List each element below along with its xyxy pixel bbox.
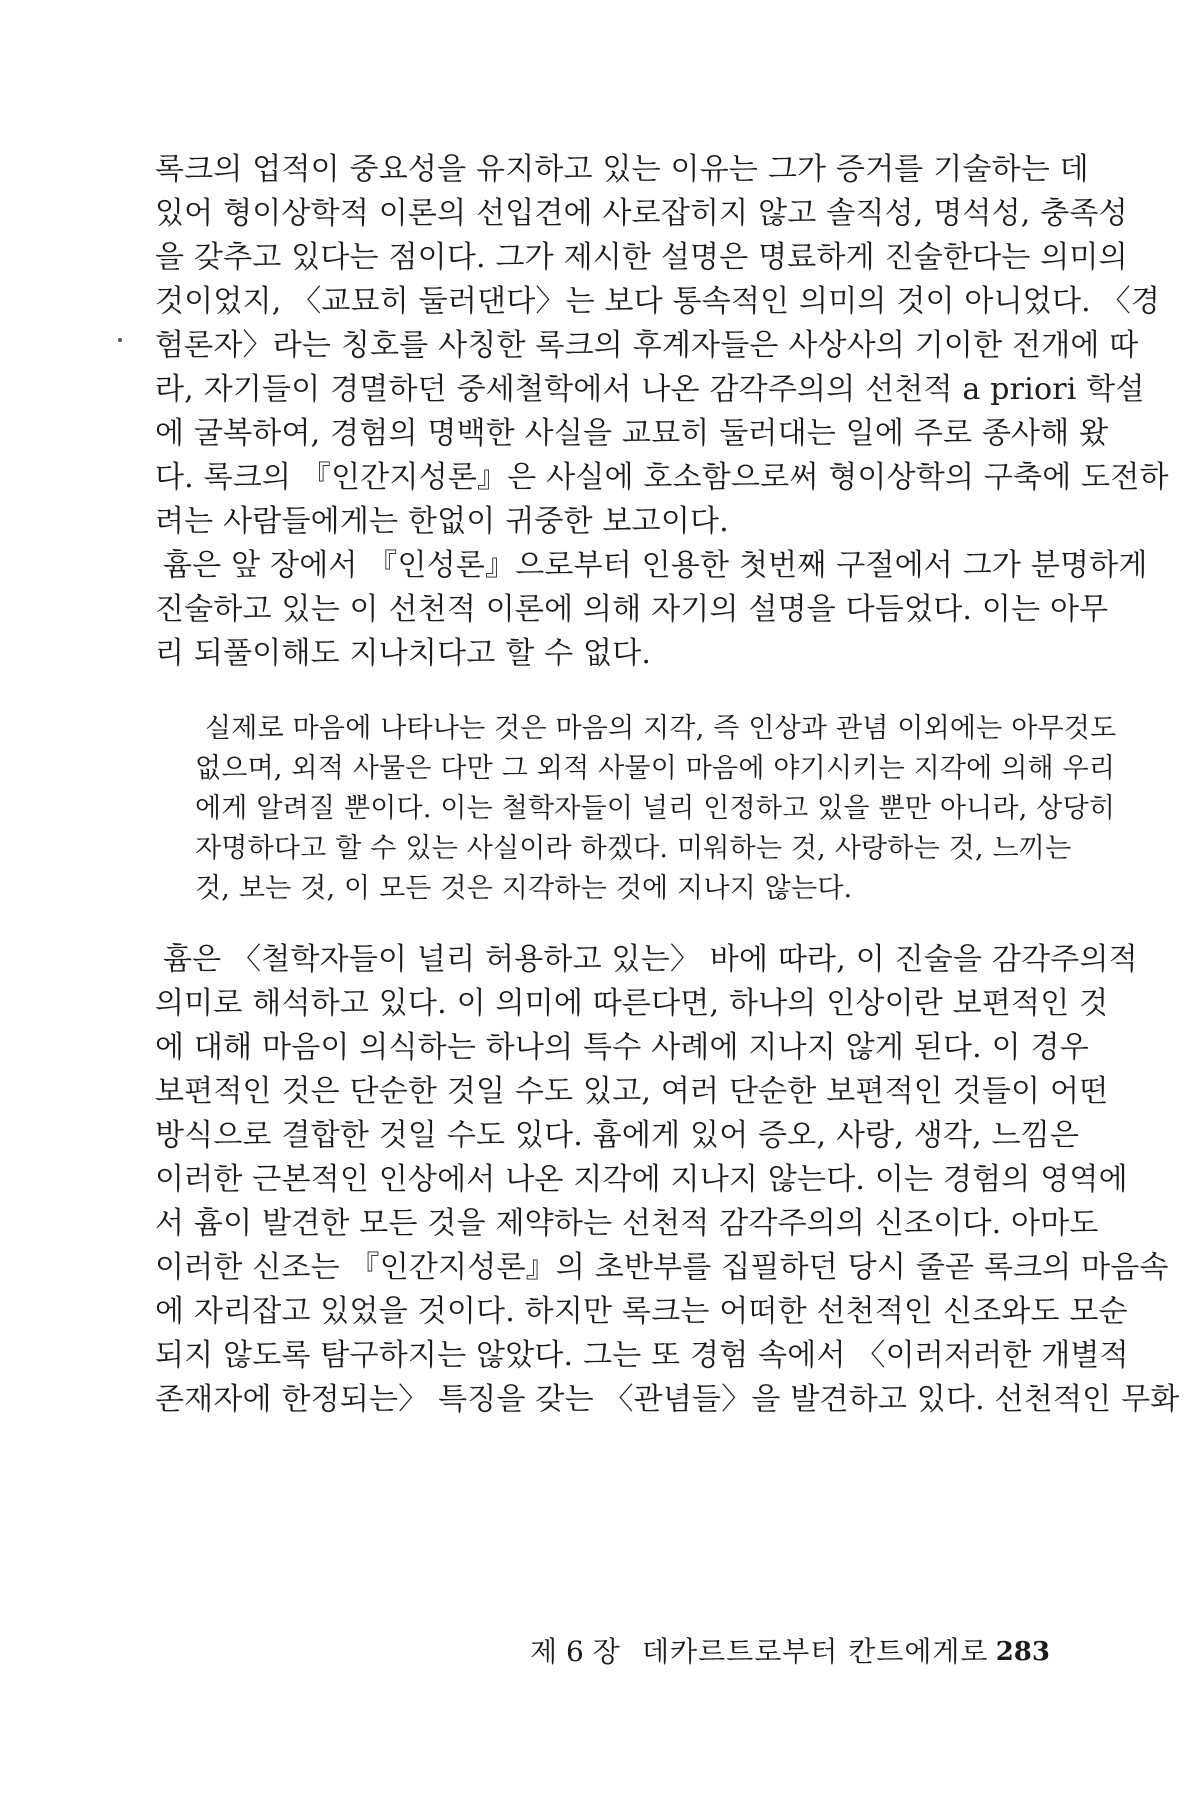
text-line: 록크의 업적이 중요성을 유지하고 있는 이유는 그가 증거를 기술하는 데 — [155, 152, 1089, 187]
margin-dot — [118, 338, 122, 342]
quote-line: 실제로 마음에 나타나는 것은 마음의 지각, 즉 인상과 관념 이외에는 아무것도 — [205, 713, 1117, 744]
text-line: 존재자에 한정되는〉 특징을 갖는 〈관념들〉을 발견하고 있다. 선천적인 무화 — [155, 1382, 1180, 1417]
text-line: 흄은 앞 장에서 『인성론』으로부터 인용한 첫번째 구절에서 그가 분명하게 — [163, 548, 1148, 583]
text-line: 것이었지, 〈교묘히 둘러댄다〉는 보다 통속적인 의미의 것이 아니었다. 〈경 — [155, 284, 1161, 319]
text-line: 에 굴복하여, 경험의 명백한 사실을 교묘히 둘러대는 일에 주로 종사해 왔 — [155, 416, 1109, 451]
text-line: 리 되풀이해도 지나치다고 할 수 없다. — [155, 636, 652, 671]
text-line: 이러한 신조는 『인간지성론』의 초반부를 집필하던 당시 줄곧 록크의 마음속 — [155, 1250, 1169, 1285]
text-line: 험론자〉라는 칭호를 사칭한 록크의 후계자들은 사상사의 기이한 전개에 따 — [155, 328, 1139, 363]
quote-line: 것, 보는 것, 이 모든 것은 지각하는 것에 지나지 않는다. — [195, 873, 853, 904]
quote-line: 자명하다고 할 수 있는 사실이라 하겠다. 미워하는 것, 사랑하는 것, 느끼는 — [195, 833, 1072, 864]
text-line: 있어 형이상학적 이론의 선입견에 사로잡히지 않고 솔직성, 명석성, 충족성 — [155, 196, 1128, 231]
page-footer — [530, 1632, 1050, 1676]
text-line: 진술하고 있는 이 선천적 이론에 의해 자기의 설명을 다듬었다. 이는 아무 — [155, 592, 1109, 627]
quote-line: 없으며, 외적 사물은 다만 그 외적 사물이 마음에 야기시키는 지각에 의해 우리 — [195, 753, 1116, 784]
text-line: 보편적인 것은 단순한 것일 수도 있고, 여러 단순한 보편적인 것들이 어떤 — [155, 1074, 1109, 1109]
quote-line: 에게 알려질 뿐이다. 이는 철학자들이 널리 인정하고 있을 뿐만 아니라, 상당히 — [195, 793, 1116, 824]
text-line: 흄은 〈철학자들이 널리 허용하고 있는〉 바에 따라, 이 진술을 감각주의적 — [163, 942, 1138, 977]
text-line: 에 대해 마음이 의식하는 하나의 특수 사례에 지나지 않게 된다. 이 경우 — [155, 1030, 1089, 1065]
text-line: 서 흄이 발견한 모든 것을 제약하는 선천적 감각주의의 신조이다. 아마도 — [155, 1206, 1099, 1241]
text-line: 라, 자기들이 경멸하던 중세철학에서 나온 감각주의의 선천적 a priori 학설 — [155, 372, 1145, 407]
text-line: 의미로 해석하고 있다. 이 의미에 따른다면, 하나의 인상이란 보편적인 것 — [155, 986, 1109, 1021]
text-line: 다. 록크의 『인간지성론』은 사실에 호소함으로써 형이상학의 구축에 도전하 — [155, 460, 1169, 495]
text-line: 려는 사람들에게는 한없이 귀중한 보고이다. — [155, 504, 729, 539]
text-line: 에 자리잡고 있었을 것이다. 하지만 록크는 어떠한 선천적인 신조와도 모순 — [155, 1294, 1128, 1329]
running-title: 데카르트로부터 칸트에게로 — [642, 1635, 989, 1668]
text-line: 을 갖추고 있다는 점이다. 그가 제시한 설명은 명료하게 진술한다는 의미의 — [155, 240, 1128, 275]
text-line: 방식으로 결합한 것일 수도 있다. 흄에게 있어 증오, 사랑, 생각, 느낌은 — [155, 1118, 1080, 1153]
text-line: 이러한 근본적인 인상에서 나온 지각에 지나지 않는다. 이는 경험의 영역에 — [155, 1162, 1128, 1197]
chapter-label: 제 6 장 — [530, 1635, 620, 1668]
text-line: 되지 않도록 탐구하지는 않았다. 그는 또 경험 속에서 〈이러저러한 개별적 — [155, 1338, 1129, 1373]
page-number: 283 — [995, 1637, 1050, 1667]
